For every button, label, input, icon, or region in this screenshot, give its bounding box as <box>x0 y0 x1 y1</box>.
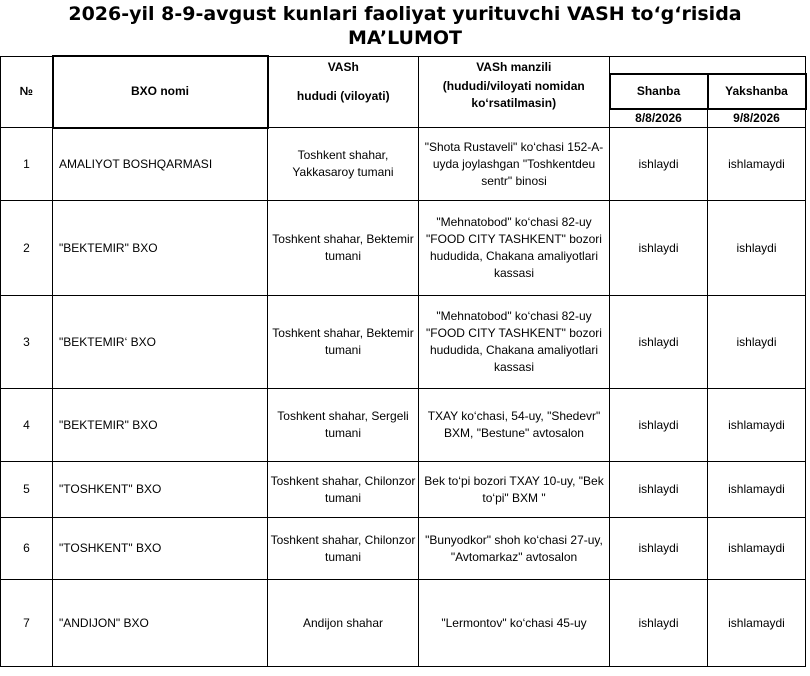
table-row <box>1 201 806 296</box>
schedule-table <box>0 55 807 667</box>
row-sunday: ishlamaydi <box>708 462 806 518</box>
header-address <box>419 56 610 128</box>
header-num: № <box>1 56 53 128</box>
row-address: TXAY ko‘chasi, 54-uy, "Shedevr" BXM, "Bestune" avtosalon <box>419 389 610 462</box>
row-region: Toshkent shahar, Yakkasaroy tumani <box>268 128 419 201</box>
table-row <box>1 389 806 462</box>
header-days-group <box>610 56 806 74</box>
row-bxo: AMALIYOT BOSHQARMASI <box>53 128 268 201</box>
row-sunday: ishlaydi <box>708 201 806 296</box>
row-bxo: "TOSHKENT" BXO <box>53 518 268 580</box>
row-num: 4 <box>1 389 53 462</box>
row-address: "Lermontov" ko‘chasi 45-uy <box>419 580 610 667</box>
header-region-line1: VASh <box>327 59 359 74</box>
header-region <box>268 56 419 128</box>
table-row <box>1 462 806 518</box>
table-row <box>1 580 806 667</box>
header-sunday: Yakshanba <box>708 74 806 109</box>
header-sunday-date: 9/8/2026 <box>708 109 806 128</box>
row-saturday: ishlaydi <box>610 462 708 518</box>
row-sunday: ishlamaydi <box>708 389 806 462</box>
row-region: Andijon shahar <box>268 580 419 667</box>
row-bxo: "BEKTEMIR" BXO <box>53 201 268 296</box>
row-address: Bek to‘pi bozori TXAY 10-uy, "Bek to‘pi" BXM " <box>419 462 610 518</box>
row-sunday: ishlamaydi <box>708 580 806 667</box>
row-region: Toshkent shahar, Chilonzor tumani <box>268 462 419 518</box>
row-saturday: ishlaydi <box>610 389 708 462</box>
row-region: Toshkent shahar, Bektemir tumani <box>268 201 419 296</box>
row-address: "Shota Rustaveli" ko‘chasi 152-A-uyda joylashgan "Toshkentdeu sentr" binosi <box>419 128 610 201</box>
row-bxo: "BEKTEMIR‘ BXO <box>53 296 268 389</box>
row-bxo: "BEKTEMIR" BXO <box>53 389 268 462</box>
row-saturday: ishlaydi <box>610 518 708 580</box>
row-num: 1 <box>1 128 53 201</box>
header-region-line2: hududi (viloyati) <box>296 88 390 103</box>
row-region: Toshkent shahar, Bektemir tumani <box>268 296 419 389</box>
row-num: 3 <box>1 296 53 389</box>
row-num: 5 <box>1 462 53 518</box>
row-region: Toshkent shahar, Sergeli tumani <box>268 389 419 462</box>
row-address: "Bunyodkor" shoh ko‘chasi 27-uy, "Avtomarkaz" avtosalon <box>419 518 610 580</box>
row-num: 2 <box>1 201 53 296</box>
row-num: 6 <box>1 518 53 580</box>
header-saturday-date: 8/8/2026 <box>610 109 708 128</box>
row-num: 7 <box>1 580 53 667</box>
header-address-line1: VASh manzili <box>476 59 552 74</box>
row-sunday: ishlaydi <box>708 296 806 389</box>
row-bxo: "TOSHKENT" BXO <box>53 462 268 518</box>
table-row <box>1 296 806 389</box>
row-sunday: ishlamaydi <box>708 518 806 580</box>
row-saturday: ishlaydi <box>610 128 708 201</box>
title-line-2: MA’LUMOT <box>348 27 462 49</box>
header-saturday: Shanba <box>610 74 708 109</box>
header-bxo: BXO nomi <box>53 56 268 128</box>
row-address: "Mehnatobod" ko‘chasi 82-uy "FOOD CITY TASHKENT" bozori hududida, Chakana amaliyotlari kassasi <box>419 201 610 296</box>
row-saturday: ishlaydi <box>610 580 708 667</box>
header-row-1 <box>1 56 806 74</box>
row-region: Toshkent shahar, Chilonzor tumani <box>268 518 419 580</box>
row-saturday: ishlaydi <box>610 296 708 389</box>
document-title <box>0 2 810 50</box>
title-line-1: 2026-yil 8-9-avgust kunlari faoliyat yurituvchi VASH to‘g‘risida <box>68 3 742 25</box>
row-sunday: ishlamaydi <box>708 128 806 201</box>
row-bxo: "ANDIJON" BXO <box>53 580 268 667</box>
row-address: "Mehnatobod" ko‘chasi 82-uy "FOOD CITY TASHKENT" bozori hududida, Chakana amaliyotlari kassasi <box>419 296 610 389</box>
table-row <box>1 128 806 201</box>
header-address-line2: (hududi/viloyati nomidan ko‘rsatilmasin) <box>442 78 585 110</box>
row-saturday: ishlaydi <box>610 201 708 296</box>
table-row <box>1 518 806 580</box>
